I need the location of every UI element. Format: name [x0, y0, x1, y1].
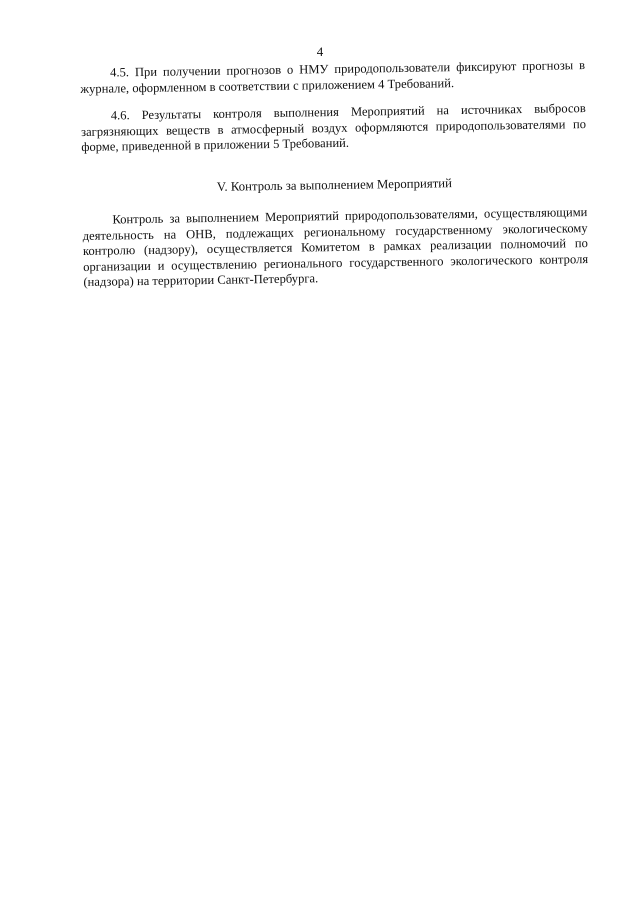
section-paragraph: Контроль за выполнением Мероприятий природопользователями, осуществляющими деятельность на ОНВ, подлежащих региональному государственному экологическому контролю (надзору), осуществляется Комитетом в рамках реализации полномочий по организации и осуществлению регионального государственного экологического контроля (надзора) на территории Санкт-Петербурга. [82, 205, 589, 290]
section-heading: V. Контроль за выполнением Мероприятий [216, 176, 453, 194]
page-number: 4 [316, 44, 324, 59]
paragraph-4-5: 4.5. При получении прогнозов о НМУ природопользователи фиксируют прогнозы в журнале, оформленном в соответствии с приложением 4 Требований. [80, 58, 586, 96]
paragraph-4-6: 4.6. Результаты контроля выполнения Мероприятий на источниках выбросов загрязняющих веществ в атмосферный воздух оформляются природопользователями по форме, приведенной в приложении 5 Требований. [80, 101, 587, 155]
document-body [80, 58, 589, 303]
